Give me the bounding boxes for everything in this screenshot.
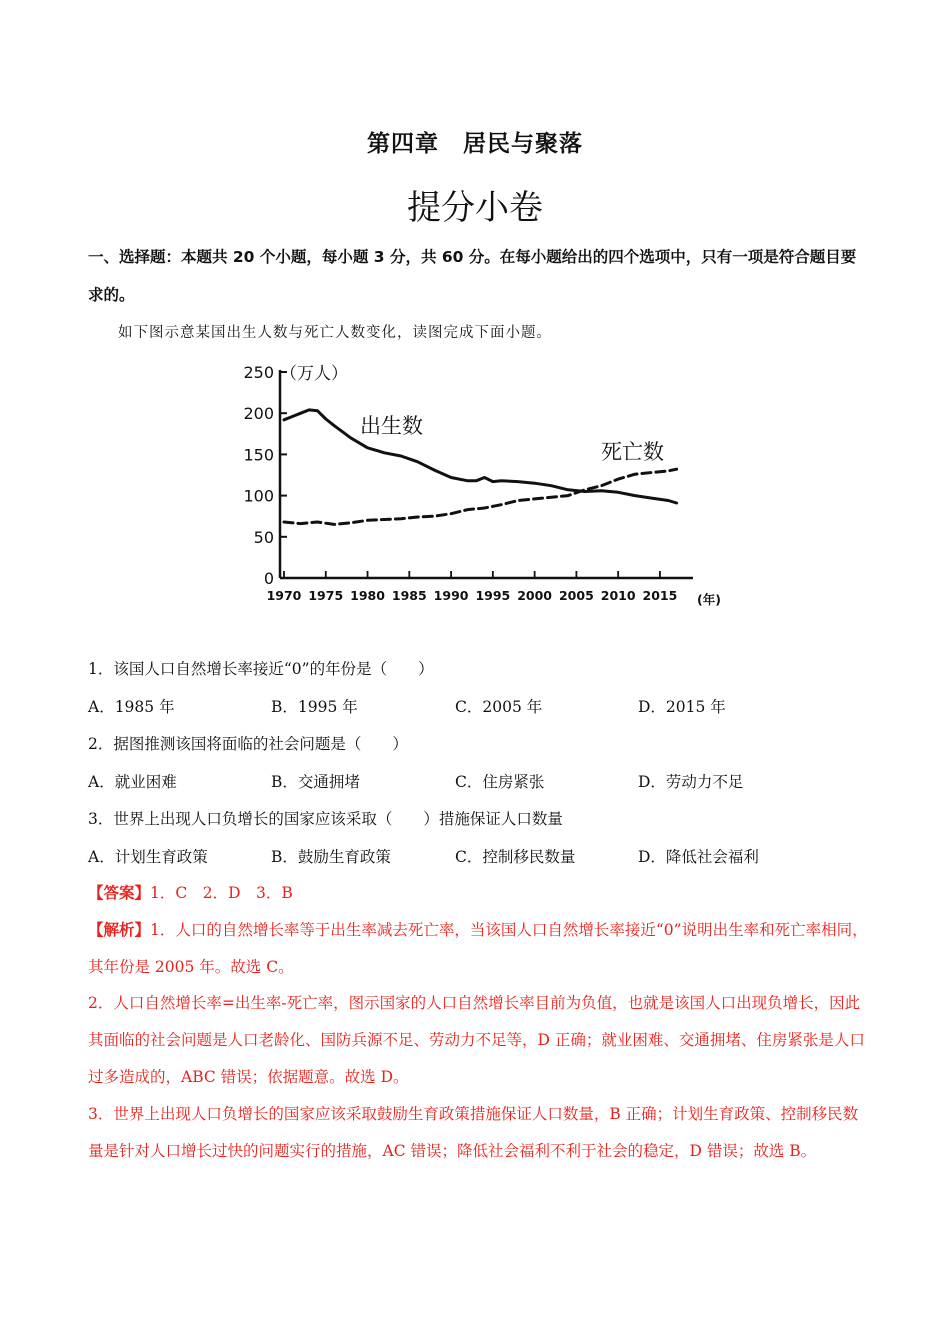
question-number: 3． bbox=[88, 810, 114, 828]
series-label-birth: 出生数 bbox=[360, 414, 423, 438]
page-subtitle: 提分小卷 bbox=[407, 188, 543, 228]
answer-text: 1．C 2．D 3．B bbox=[150, 884, 293, 902]
answer-line bbox=[88, 874, 868, 912]
q3-option-a[interactable]: A．计划生育政策 bbox=[88, 848, 208, 866]
q2-option-c[interactable]: C．住房紧张 bbox=[455, 773, 545, 791]
answer-label: 【答案】 bbox=[88, 883, 151, 902]
x-axis-label: (年) bbox=[697, 592, 721, 607]
analysis-p3: 3．世界上出现人口负增长的国家应该采取鼓励生育政策措施保证人口数量，B 正确；计划生育政策、控制移民数量是针对人口增长过快的问题实行的措施，AC 错误；降低社会福利不利于社会的稳定，D 错误；故选 B。 bbox=[88, 1105, 859, 1160]
x-tick-label: 2010 bbox=[600, 588, 636, 603]
y-tick-label: 150 bbox=[243, 445, 274, 465]
question-stem: 据图推测该国将面临的社会问题是（ ） bbox=[113, 735, 408, 753]
q1-option-a[interactable]: A．1985 年 bbox=[88, 698, 175, 716]
y-tick-label: 50 bbox=[253, 527, 274, 547]
x-tick-label: 1995 bbox=[475, 588, 511, 603]
chart-series bbox=[284, 410, 677, 525]
q2-option-b[interactable]: B．交通拥堵 bbox=[271, 773, 360, 791]
question-number: 2． bbox=[88, 735, 114, 753]
x-tick-label: 2000 bbox=[517, 588, 553, 603]
chapter-title: 第四章 居民与聚落 bbox=[367, 131, 583, 157]
y-tick-label: 0 bbox=[263, 569, 274, 588]
birth-death-chart bbox=[228, 355, 728, 615]
y-tick-label: 250 bbox=[243, 363, 274, 382]
question-intro: 如下图示意某国出生人数与死亡人数变化，读图完成下面小题。 bbox=[118, 325, 552, 341]
q3-option-c[interactable]: C．控制移民数量 bbox=[455, 848, 576, 866]
analysis-text-1: 1．人口的自然增长率等于出生率减去死亡率，当该国人口自然增长率接近“0”说明出生率和死亡率相同，其年份是 2005 年。故选 C。 bbox=[88, 921, 868, 976]
q3-option-b[interactable]: B．鼓励生育政策 bbox=[271, 848, 391, 866]
q1-option-c[interactable]: C．2005 年 bbox=[455, 698, 543, 716]
y-axis-label: （万人） bbox=[280, 364, 348, 384]
section-heading: 一、选择题：本题共 20 个小题，每小题 3 分，共 60 分。在每小题给出的四个选项中，只有一项是符合题目要求的。 bbox=[88, 248, 857, 304]
analysis-label: 【解析】 bbox=[88, 920, 151, 939]
question-3 bbox=[88, 807, 563, 829]
y-tick-label: 200 bbox=[243, 404, 274, 424]
x-tick-label: 1975 bbox=[308, 588, 344, 603]
q2-option-a[interactable]: A．就业困难 bbox=[88, 773, 177, 791]
x-tick-label: 1970 bbox=[266, 588, 302, 603]
y-tick-label: 100 bbox=[243, 486, 274, 506]
q1-option-d[interactable]: D．2015 年 bbox=[638, 698, 726, 716]
x-tick-label: 2005 bbox=[558, 588, 594, 603]
q3-option-d[interactable]: D．降低社会福利 bbox=[638, 848, 759, 866]
q1-option-b[interactable]: B．1995 年 bbox=[271, 698, 358, 716]
series-label-death: 死亡数 bbox=[601, 440, 664, 464]
question-1 bbox=[88, 657, 434, 679]
analysis-p1 bbox=[88, 911, 868, 986]
analysis-p2: 2．人口自然增长率=出生率-死亡率，图示国家的人口自然增长率目前为负值，也就是该国人口出现负增长，因此其面临的社会问题是人口老龄化、国防兵源不足、劳动力不足等，D 正确；就业困难、交通拥堵、住房紧张是人口过多造成的，ABC 错误；依据题意。故选 D。 bbox=[88, 994, 865, 1086]
question-2 bbox=[88, 732, 408, 754]
q2-option-d[interactable]: D．劳动力不足 bbox=[638, 773, 744, 791]
x-tick-label: 1980 bbox=[350, 588, 385, 603]
question-stem: 该国人口自然增长率接近“0”的年份是（ ） bbox=[113, 660, 434, 678]
x-axis-ticks bbox=[267, 571, 678, 603]
series-line-death bbox=[284, 469, 677, 524]
question-number: 1． bbox=[88, 660, 114, 678]
x-tick-label: 2015 bbox=[642, 588, 678, 603]
x-tick-label: 1990 bbox=[433, 588, 469, 603]
x-tick-label: 1985 bbox=[391, 588, 427, 603]
question-stem: 世界上出现人口负增长的国家应该采取（ ）措施保证人口数量 bbox=[113, 810, 563, 828]
